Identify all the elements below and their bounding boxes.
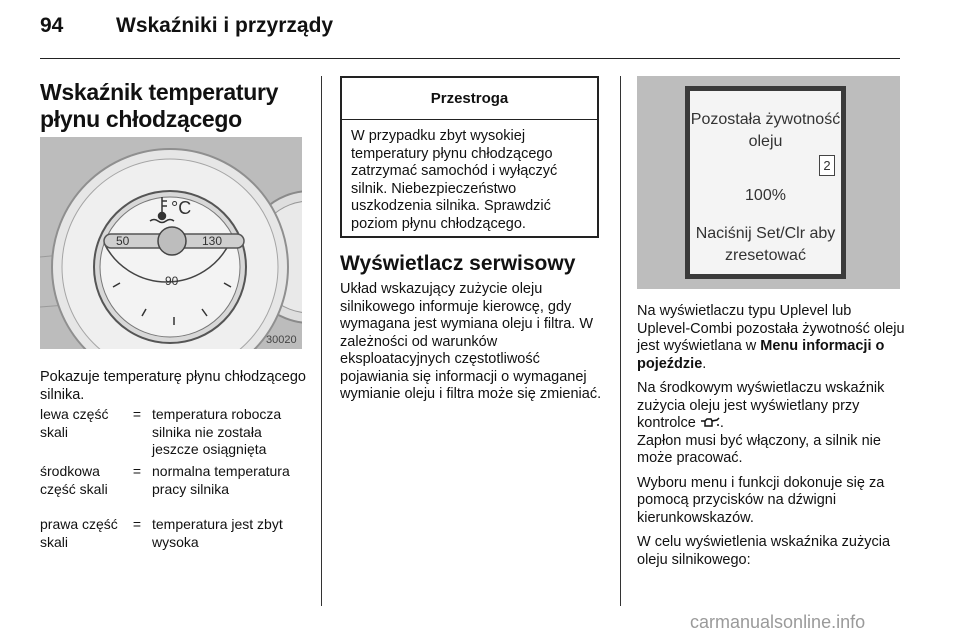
legend-row xyxy=(40,463,310,516)
page-header xyxy=(40,14,333,38)
caution-title: Przestroga xyxy=(342,78,597,120)
coolant-temperature-heading: Wskaźnik temperatury płynu chłodzącego xyxy=(40,79,279,132)
watermark: carmanualsonline.info xyxy=(690,612,866,632)
gauge-label-low: 50 xyxy=(116,234,130,248)
menu-name: Menu informacji o pojeździe xyxy=(637,338,885,372)
legend-equals: = xyxy=(132,463,142,479)
page-badge: 2 xyxy=(819,155,835,176)
coolant-gauge-figure xyxy=(40,137,302,349)
service-display-text: Układ wskazujący zużycie oleju silnikowego informuje kierowcę, gdy wymagana jest wymiana oleju i filtra. W zależności od warunków eksploatacyjnych częstotliwość pojawiania się informacji o wymaganej wymianie oleju i filtra może się zmieniać. xyxy=(340,281,602,402)
legend-row xyxy=(40,516,310,551)
oil-life-title: Pozostała żywotność oleju xyxy=(690,111,841,150)
coolant-intro-text: Pokazuje temperaturę płynu chłodzącego silnika. xyxy=(40,369,306,403)
oil-life-value: 100% xyxy=(745,187,786,204)
legend-description: normalna temperatura pracy silnika xyxy=(152,463,290,497)
right-column-text xyxy=(637,303,907,576)
text-run: . xyxy=(702,355,707,372)
gauge-label-mid: 90 xyxy=(165,274,179,288)
paragraph: W celu wyświetlenia wskaźnika zużycia oleju silnikowego: xyxy=(637,534,891,568)
legend-term: prawa część skali xyxy=(40,516,118,550)
figure-code: 30020 xyxy=(266,334,297,346)
legend-term: lewa część skali xyxy=(40,406,109,440)
caution-box xyxy=(340,76,599,238)
service-display-heading: Wyświetlacz serwisowy xyxy=(340,252,576,275)
chapter-title: Wskaźniki i przyrządy xyxy=(116,14,334,37)
gauge-label-high: 130 xyxy=(202,234,223,248)
legend-description: temperatura jest zbyt wysoka xyxy=(152,516,283,550)
text-run: Zapłon musi być włączony, a silnik nie może pracować. xyxy=(637,432,881,466)
legend-term: środkowa część skali xyxy=(40,463,108,497)
paragraph: Wyboru menu i funkcji dokonuje się za pomocą przycisków na dźwigni kierunkowskazów. xyxy=(637,474,885,526)
text-run: Na środkowym wyświetlaczu wskaźnik zużycia oleju jest wyświetlany przy kontrolce xyxy=(637,380,885,431)
reset-instruction: Naciśnij Set/Clr aby zresetować xyxy=(695,225,836,264)
paragraph xyxy=(637,303,907,373)
text-run: Na wyświetlaczu typu Uplevel lub Uplevel-Combi pozostała żywotność oleju jest wyświetlana w xyxy=(637,303,905,354)
text-run: . xyxy=(719,415,724,431)
column-divider-left xyxy=(321,76,322,606)
caution-text: W przypadku zbyt wysokiej temperatury płynu chłodzącego zatrzymać samochód i wyłączyć silnik. Niebezpieczeństwo uszkodzenia silnika. Sprawdzić poziom płynu chłodzącego. xyxy=(351,128,558,232)
oil-life-display-figure xyxy=(637,76,900,289)
gauge-legend xyxy=(40,406,310,551)
paragraph xyxy=(637,380,907,468)
page-number: 94 xyxy=(40,14,64,37)
legend-equals: = xyxy=(132,406,142,422)
oil-life-screen xyxy=(685,86,846,279)
column-divider-right xyxy=(620,76,621,606)
oil-can-icon xyxy=(700,417,720,428)
header-rule xyxy=(40,58,900,59)
legend-equals: = xyxy=(132,516,142,532)
legend-description: temperatura robocza silnika nie została jeszcze osiągnięta xyxy=(152,406,282,457)
gauge-unit: °C xyxy=(171,198,192,218)
legend-row xyxy=(40,406,310,463)
